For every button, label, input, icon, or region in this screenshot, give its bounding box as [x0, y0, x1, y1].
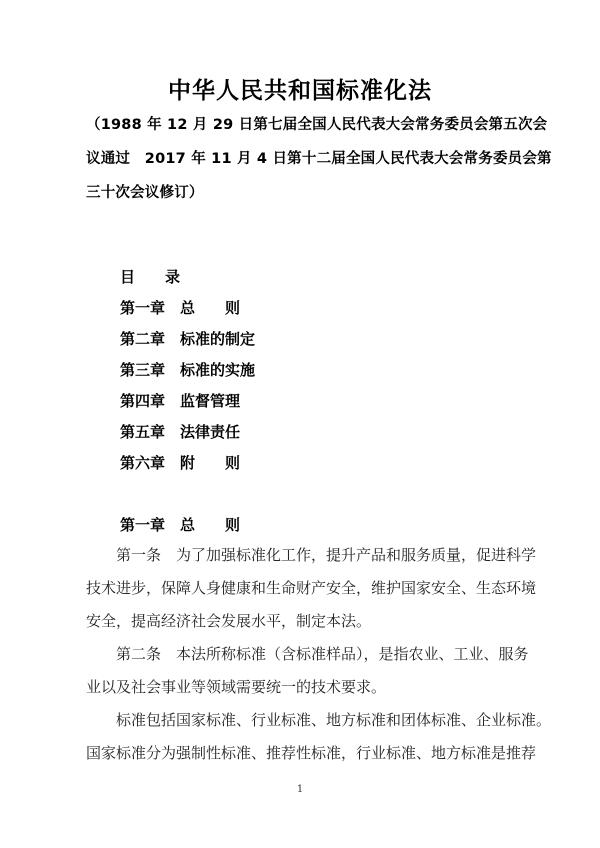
body-line: 技术进步，保障人身健康和生命财产安全，维护国家安全、生态环境 [86, 579, 537, 597]
body-line: 第一条 为了加强标准化工作，提升产品和服务质量，促进科学 [86, 546, 537, 564]
document-subtitle [86, 108, 552, 210]
toc-item-chapter-2: 第二章 标准的制定 [120, 330, 256, 348]
body-line: 国家标准分为强制性标准、推荐性标准，行业标准、地方标准是推荐 [86, 744, 537, 762]
toc-item-chapter-5: 第五章 法律责任 [120, 423, 241, 441]
document-title: 中华人民共和国标准化法 [168, 78, 432, 104]
body-line: 标准包括国家标准、行业标准、地方标准和团体标准、企业标准。 [86, 711, 552, 729]
body-line: 安全，提高经济社会发展水平，制定本法。 [86, 612, 372, 630]
table-of-contents [120, 262, 255, 479]
chapter-heading: 第一章 总 则 [120, 516, 241, 534]
toc-item-chapter-4: 第四章 监督管理 [120, 392, 241, 410]
subtitle-line: 议通过 2017 年 11 月 4 日第十二届全国人民代表大会常务委员会第 [86, 151, 552, 167]
toc-heading: 目 录 [120, 268, 181, 286]
body-text [86, 539, 552, 770]
subtitle-line: 三十次会议修订） [86, 185, 204, 201]
toc-item-chapter-1: 第一章 总 则 [120, 299, 241, 317]
body-line: 第二条 本法所称标准（含标准样品），是指农业、工业、服务 [86, 645, 529, 663]
body-line: 业以及社会事业等领域需要统一的技术要求。 [86, 678, 387, 696]
subtitle-line: （1988 年 12 月 29 日第七届全国人民代表大会常务委员会第五次会 [86, 117, 548, 133]
toc-item-chapter-3: 第三章 标准的实施 [120, 361, 256, 379]
toc-item-chapter-6: 第六章 附 则 [120, 454, 241, 472]
page-number: 1 [296, 784, 304, 795]
